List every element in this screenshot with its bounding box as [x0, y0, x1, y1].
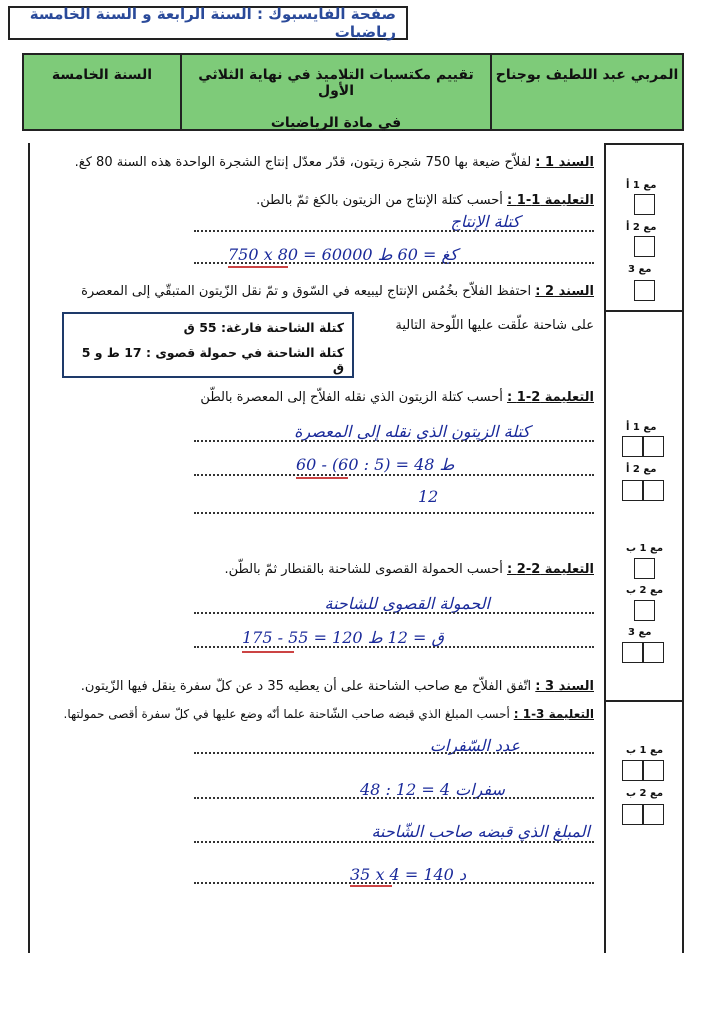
truck-info-panel	[62, 312, 354, 378]
sanad3-label: السند 3 :	[535, 679, 594, 694]
task11-answer-2: 750 x 80 = 60000 كغ = 60 ط	[228, 245, 458, 264]
header-banner	[22, 53, 684, 131]
sanad3-text: اتّفق الفلاّح مع صاحب الشاحنة على أن يعطيه 35 د عن كلّ سفرة ينقل فيها الزّيتون.	[80, 679, 532, 694]
exam-title-line1: تقييم مكتسبات التلاميذ في نهاية الثلاثي الأول	[198, 67, 474, 99]
criterion-1a-label: مع 1 أ	[626, 422, 657, 433]
task21-label: التعليمة 2-1 :	[507, 390, 594, 405]
task21-answer-1: كتلة الزيتون الذي نقله إلى المعصرة	[294, 422, 530, 441]
answer-line	[194, 878, 594, 884]
sanad2-line-2: على شاحنة علّقت عليها اللّوحة التالية	[395, 318, 594, 333]
score-box-double[interactable]	[622, 642, 664, 663]
sanad1-label: السند 1 :	[535, 155, 594, 170]
task22-text: أحسب الحمولة القصوى للشاحنة بالقنطار ثمّ بالطّن.	[224, 562, 503, 577]
task21-line	[200, 390, 594, 405]
teacher-name: المربي عبد اللطيف بوجناح	[490, 55, 682, 129]
criterion-2b-label: مع 2 ب	[626, 788, 664, 799]
criterion-2a-label: مع 2 أ	[626, 464, 657, 475]
task11-label: التعليمة 1-1 :	[507, 193, 594, 208]
sanad2-line	[81, 284, 594, 299]
criterion-2a-label: مع 2 أ	[626, 222, 657, 233]
criterion-1b-label: مع 1 ب	[626, 745, 664, 756]
criterion-1b-label: مع 1 ب	[626, 543, 664, 554]
answer-line	[194, 642, 594, 648]
task22-line	[224, 562, 594, 577]
top-border-line	[604, 143, 684, 145]
exam-title-line2: في مادة الرياضيات	[270, 115, 402, 131]
sanad2-label: السند 2 :	[535, 284, 594, 299]
grading-column-right-line	[682, 143, 684, 953]
task31-answer-1: عدد السّفرات	[429, 736, 520, 755]
red-underline	[350, 885, 392, 887]
task11-line	[256, 193, 594, 208]
left-border-line	[28, 143, 30, 953]
sanad3-line	[81, 679, 594, 694]
answer-line	[194, 508, 594, 514]
sanad1-text: لفلاّح ضيعة بها 750 شجرة زيتون، قدّر معدّل إنتاج الشجرة الواحدة هذه السنة 80 كغ.	[74, 155, 532, 170]
answer-line	[194, 748, 594, 754]
answer-line	[194, 837, 594, 843]
answer-line	[194, 258, 594, 264]
score-box[interactable]	[634, 236, 655, 257]
grade-level: السنة الخامسة	[51, 67, 153, 83]
score-box-double[interactable]	[622, 804, 664, 825]
answer-line	[194, 436, 594, 442]
task22-answer-2: 175 - 55 = 120 ق = 12 ط	[242, 628, 444, 647]
answer-line	[194, 226, 594, 232]
score-box-double[interactable]	[622, 480, 664, 501]
score-box[interactable]	[634, 558, 655, 579]
facebook-label: صفحة الفايسبوك : السنة الرابعة و السنة الخامسة رياضيات	[8, 6, 408, 40]
task22-answer-1: الحمولة القصوى للشاحنة	[324, 594, 490, 613]
task11-answer-1: كتلة الإنتاج	[450, 212, 520, 231]
task31-answer-3: المبلغ الذي قبضه صاحب الشّاحنة	[371, 822, 590, 841]
criterion-2b-label: مع 2 ب	[626, 585, 664, 596]
red-underline	[228, 266, 288, 268]
answer-line	[194, 608, 594, 614]
task31-line	[64, 707, 594, 721]
sanad2-text: احتفظ الفلاّح بخُمُس الإنتاج ليبيعه في السّوق و تمّ نقل الزّيتون المتبقّي إلى المعصرة	[81, 284, 532, 299]
task22-label: التعليمة 2-2 :	[507, 562, 594, 577]
score-box[interactable]	[634, 280, 655, 301]
task31-label: التعليمة 3-1 :	[513, 707, 594, 721]
criterion-3-label: مع 3	[628, 627, 652, 638]
score-box[interactable]	[634, 600, 655, 621]
red-underline	[296, 477, 348, 479]
answer-line	[194, 470, 594, 476]
task21-answer-3: 12	[418, 487, 439, 506]
task21-text: أحسب كتلة الزيتون الذي نقله الفلاّح إلى المعصرة بالطّن	[200, 390, 503, 405]
exam-title	[180, 55, 490, 129]
truck-max-load: كتلة الشاحنة في حمولة قصوى : 17 ط و 5 ق	[81, 345, 344, 375]
section-separator	[604, 700, 684, 702]
grading-column-left-line	[604, 143, 606, 953]
task31-text: أحسب المبلغ الذي قبضه صاحب الشّاحنة علما أنّه وضع عليها في كلّ سفرة أقصى حمولتها.	[63, 707, 510, 721]
score-box[interactable]	[634, 194, 655, 215]
score-box-double[interactable]	[622, 436, 664, 457]
truck-empty-mass: كتلة الشاحنة فارغة: 55 ق	[183, 320, 344, 335]
section-separator	[604, 310, 684, 312]
task11-text: أحسب كتلة الإنتاج من الزيتون بالكغ ثمّ بالطن.	[256, 193, 503, 208]
sanad1-line	[75, 155, 594, 170]
task31-answer-4: 35 x 4 = 140 د	[350, 865, 467, 884]
criterion-1a-label: مع 1 أ	[626, 180, 657, 191]
red-underline	[242, 651, 294, 653]
task31-answer-2: 48 : 12 = 4 سفرات	[360, 780, 505, 799]
score-box-double[interactable]	[622, 760, 664, 781]
answer-line	[194, 793, 594, 799]
criterion-3-label: مع 3	[628, 264, 652, 275]
task21-answer-2: 60 - (60 : 5) = 48 ط	[296, 455, 455, 474]
